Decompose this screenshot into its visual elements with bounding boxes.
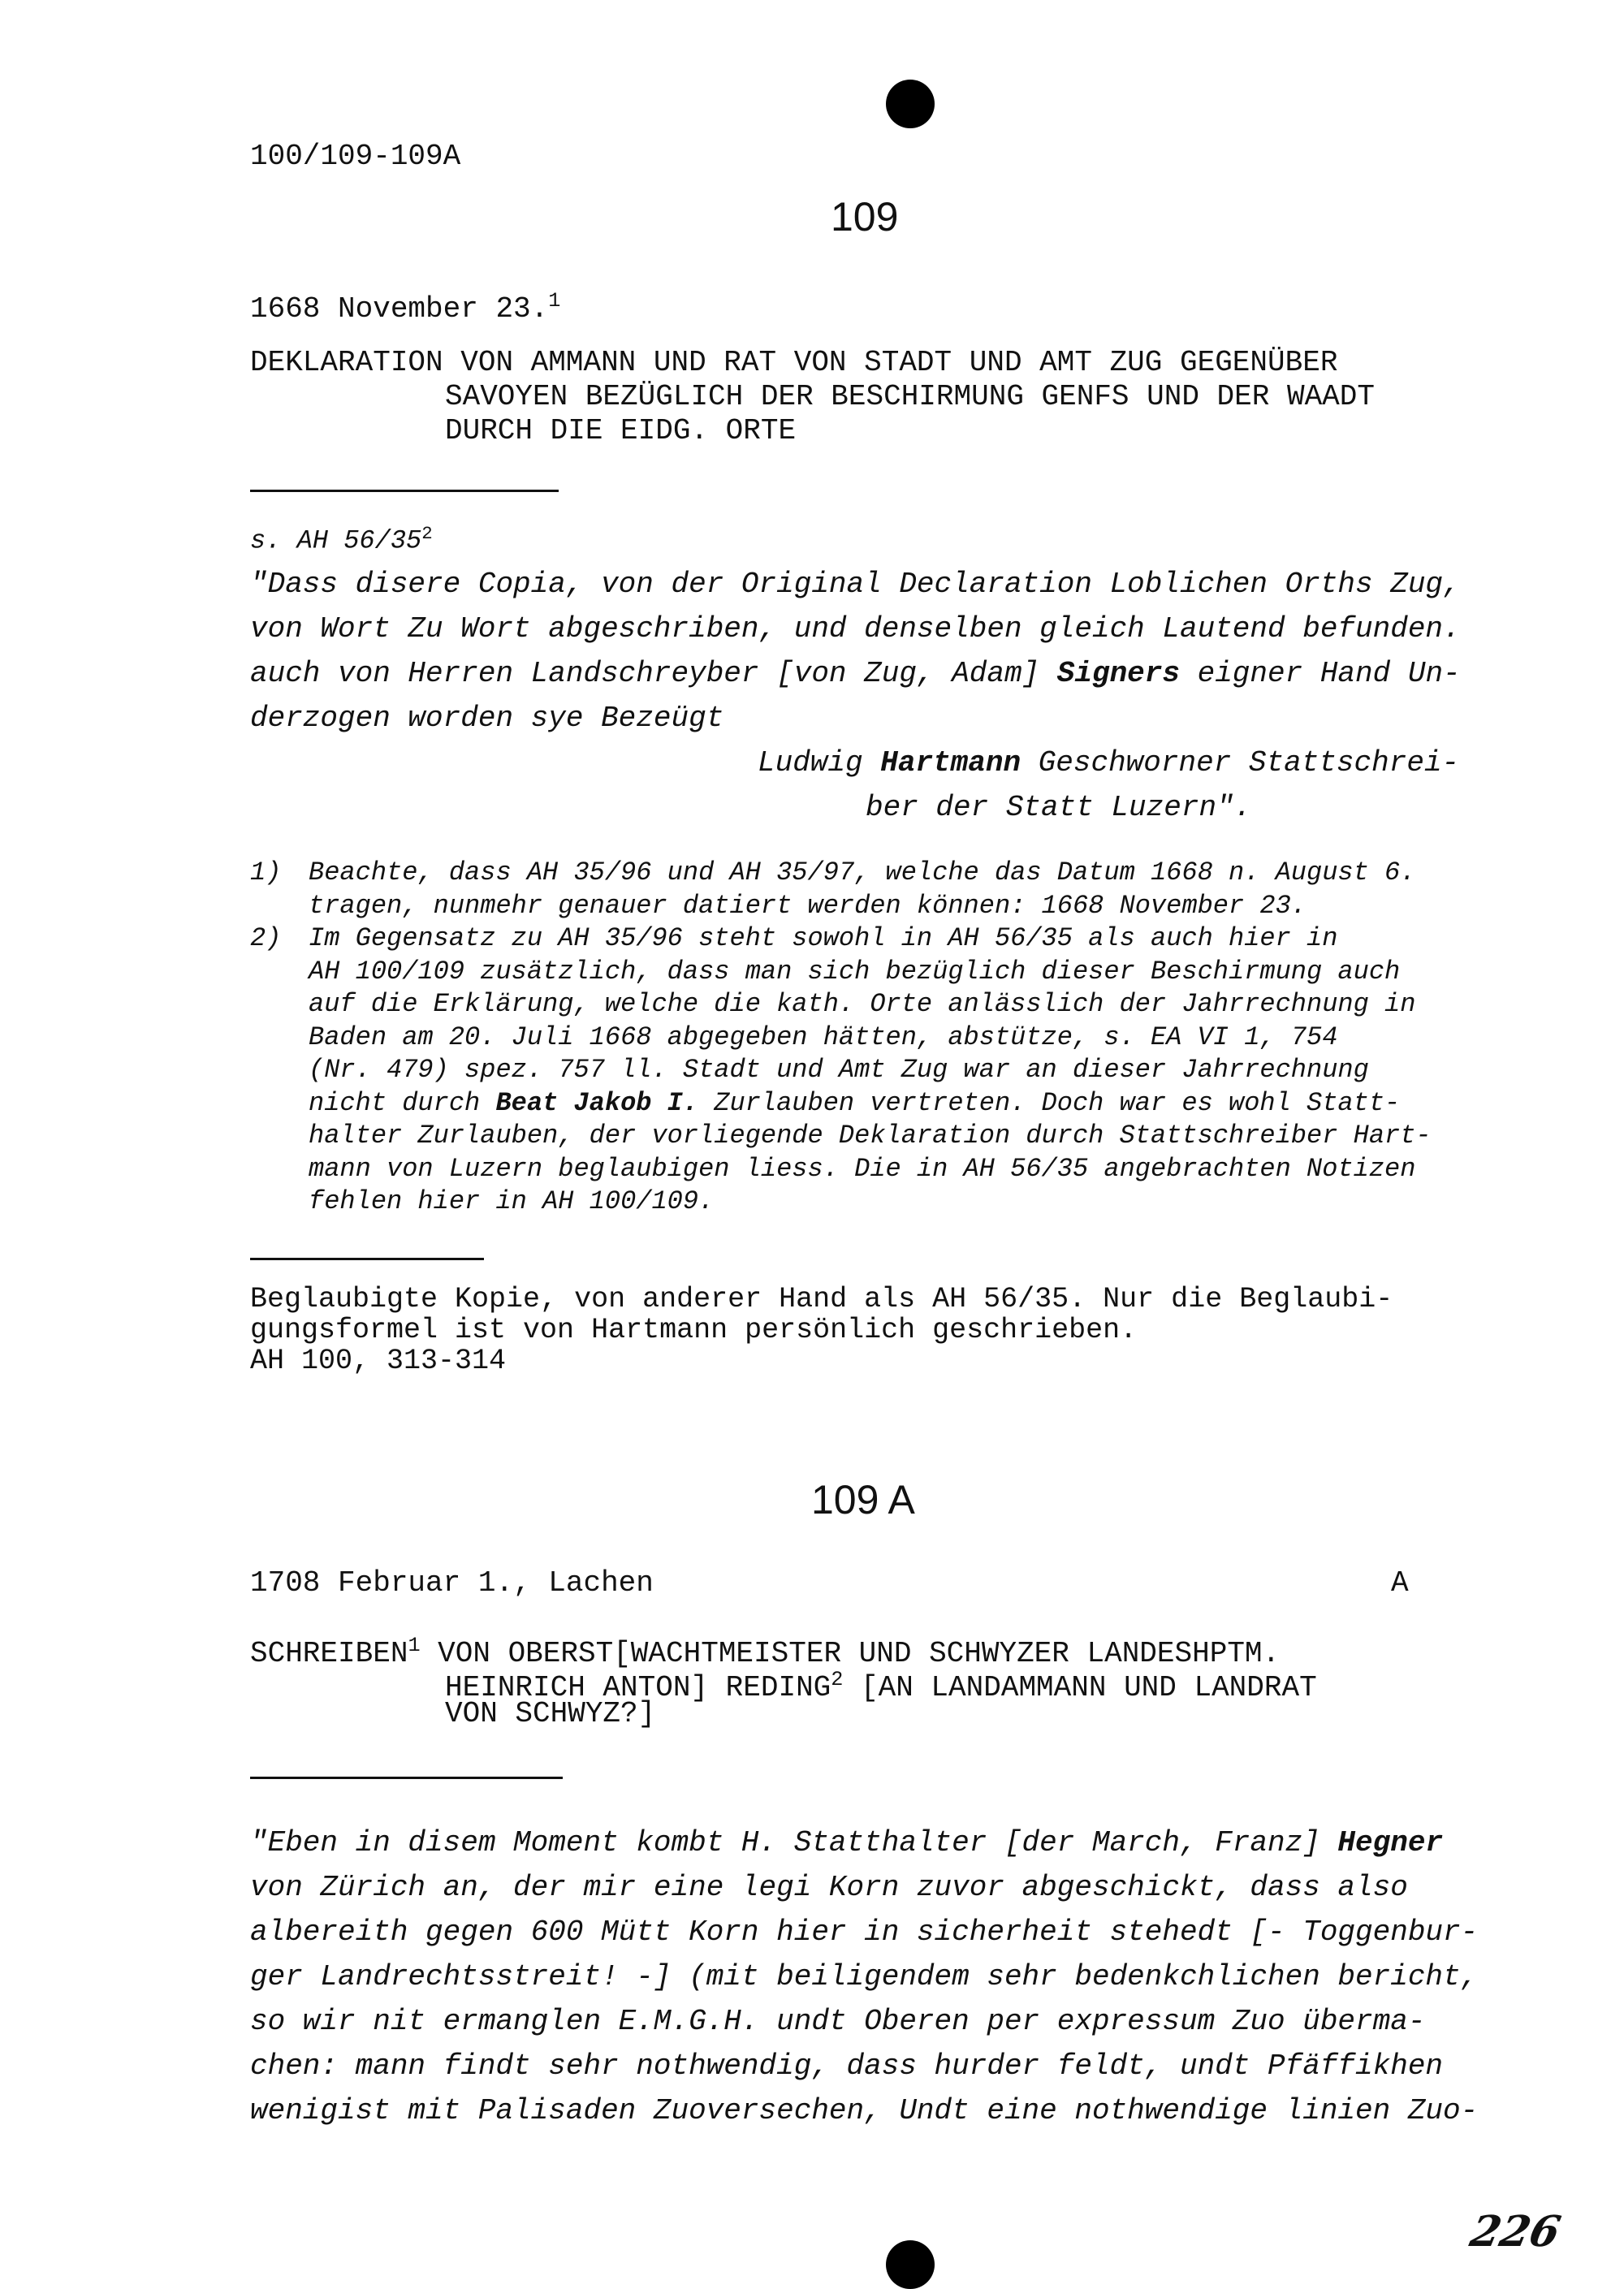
source-reference (250, 523, 433, 556)
footnote-number: 1) (250, 857, 282, 888)
title-text: [AN LANDAMMANN UND LANDRAT (843, 1671, 1317, 1704)
quote-line: "Dass disere Copia, von der Original Declaration Loblichen Orths Zug, (250, 568, 1461, 601)
divider (250, 1777, 563, 1779)
signature-line: ber der Statt Luzern". (866, 791, 1252, 824)
body-line: chen: mann findt sehr nothwendig, dass hurder feldt, undt Pfäffikhen (250, 2049, 1444, 2083)
divider (250, 1258, 484, 1260)
body-line: von Zürich an, der mir eine legi Korn zuvor abgeschickt, dass also (250, 1871, 1408, 1904)
body-text: "Eben in disem Moment kombt H. Statthalter [der March, Franz] (250, 1826, 1338, 1859)
document-date: 1708 Februar 1., Lachen (250, 1566, 654, 1600)
title-text: VON OBERST[WACHTMEISTER UND SCHWYZER LANDESHPTM. (420, 1637, 1281, 1670)
footnote-line: tragen, nunmehr genauer datiert werden können: 1668 November 23. (309, 890, 1307, 921)
hegner-name: Hegner (1337, 1826, 1444, 1859)
punch-hole-bottom (886, 2240, 935, 2289)
quote-text: auch von Herren Landschreyber [von Zug, Adam] (250, 657, 1057, 690)
quote-text: eigner Hand Un- (1180, 657, 1461, 690)
footnote-ref-1: 1 (548, 289, 561, 313)
footnote-line: halter Zurlauben, der vorliegende Deklaration durch Stattschreiber Hart- (309, 1121, 1432, 1151)
document-date (250, 284, 560, 326)
title-line: DURCH DIE EIDG. ORTE (445, 414, 797, 447)
beat-jakob-name: Beat Jakob I. (495, 1087, 699, 1118)
body-line: albereith gegen 600 Mütt Korn hier in sicherheit stehedt [- Toggenbur- (250, 1915, 1479, 1949)
footnote-ref-1: 1 (408, 1634, 421, 1657)
quote-line: derzogen worden sye Bezeügt (250, 702, 724, 735)
body-line (250, 1820, 1443, 1865)
footnote-number: 2) (250, 923, 282, 953)
document-marker: A (1391, 1566, 1409, 1600)
title-line: VON SCHWYZ?] (445, 1697, 656, 1730)
footnote-ref-2: 2 (421, 523, 433, 544)
provenance-line: gungsformel ist von Hartmann persönlich geschrieben. (250, 1314, 1138, 1346)
provenance-line: AH 100, 313-314 (250, 1345, 507, 1377)
date-text: 1668 November 23. (250, 292, 549, 326)
footnote-line: fehlen hier in AH 100/109. (309, 1186, 715, 1216)
source-ref-text: s. AH 56/35 (250, 525, 422, 556)
footnote-line: Baden am 20. Juli 1668 abgegeben hätten, abstütze, s. EA VI 1, 754 (309, 1021, 1338, 1052)
title-line: DEKLARATION VON AMMANN UND RAT VON STADT UND AMT ZUG GEGENÜBER (250, 346, 1338, 379)
document-number-109: 109 (831, 194, 899, 240)
footnote-line: (Nr. 479) spez. 757 ll. Stadt und Amt Zug war an dieser Jahrrechnung (309, 1055, 1369, 1085)
title-line: SAVOYEN BEZÜGLICH DER BESCHIRMUNG GENFS UND DER WAADT (445, 380, 1375, 413)
body-line: wenigist mit Palisaden Zuoversechen, Undt eine nothwendige linien Zuo- (250, 2094, 1479, 2127)
quote-line (250, 651, 1461, 696)
footnote-line: mann von Luzern beglaubigen liess. Die in AH 56/35 angebrachten Notizen (309, 1153, 1416, 1184)
title-text: HEINRICH ANTON] REDING (445, 1671, 831, 1704)
signature-text: Ludwig (758, 746, 881, 780)
document-number-109a: 109 A (811, 1477, 915, 1522)
provenance-line: Beglaubigte Kopie, von anderer Hand als AH 56/35. Nur die Beglaubi- (250, 1283, 1393, 1315)
footnote-ref-2: 2 (831, 1668, 844, 1691)
footnote-text: Zurlauben vertreten. Doch war es wohl Statt- (698, 1087, 1401, 1118)
divider (250, 490, 559, 492)
footnote-line: Beachte, dass AH 35/96 und AH 35/97, welche das Datum 1668 n. August 6. (309, 857, 1416, 888)
footnote-line: AH 100/109 zusätzlich, dass man sich bezüglich dieser Beschirmung auch (309, 956, 1401, 987)
signers-name: Signers (1056, 657, 1180, 690)
footnote-line: auf die Erklärung, welche die kath. Orte anlässlich der Jahrrechnung in (309, 989, 1416, 1019)
title-text: SCHREIBEN (250, 1637, 408, 1670)
punch-hole-top (886, 80, 935, 128)
signature-text: Geschworner Stattschrei- (1021, 746, 1460, 780)
hartmann-name: Hartmann (880, 746, 1021, 780)
archive-reference: 100/109-109A (250, 140, 461, 173)
quote-line: von Wort Zu Wort abgeschriben, und denselben gleich Lautend befunden. (250, 612, 1461, 646)
body-line: so wir nit ermanglen E.M.G.H. undt Oberen per expressum Zuo überma- (250, 2005, 1426, 2038)
footnote-line (309, 1087, 1400, 1121)
body-line: ger Landrechtsstreit! -] (mit beiligendem sehr bedenkchlichen bericht, (250, 1960, 1479, 1993)
footnote-line: Im Gegensatz zu AH 35/96 steht sowohl in AH 56/35 als auch hier in (309, 923, 1338, 953)
page-number: 226 (1466, 2207, 1566, 2257)
signature-line (758, 741, 1459, 785)
footnote-text: nicht durch (309, 1087, 496, 1118)
